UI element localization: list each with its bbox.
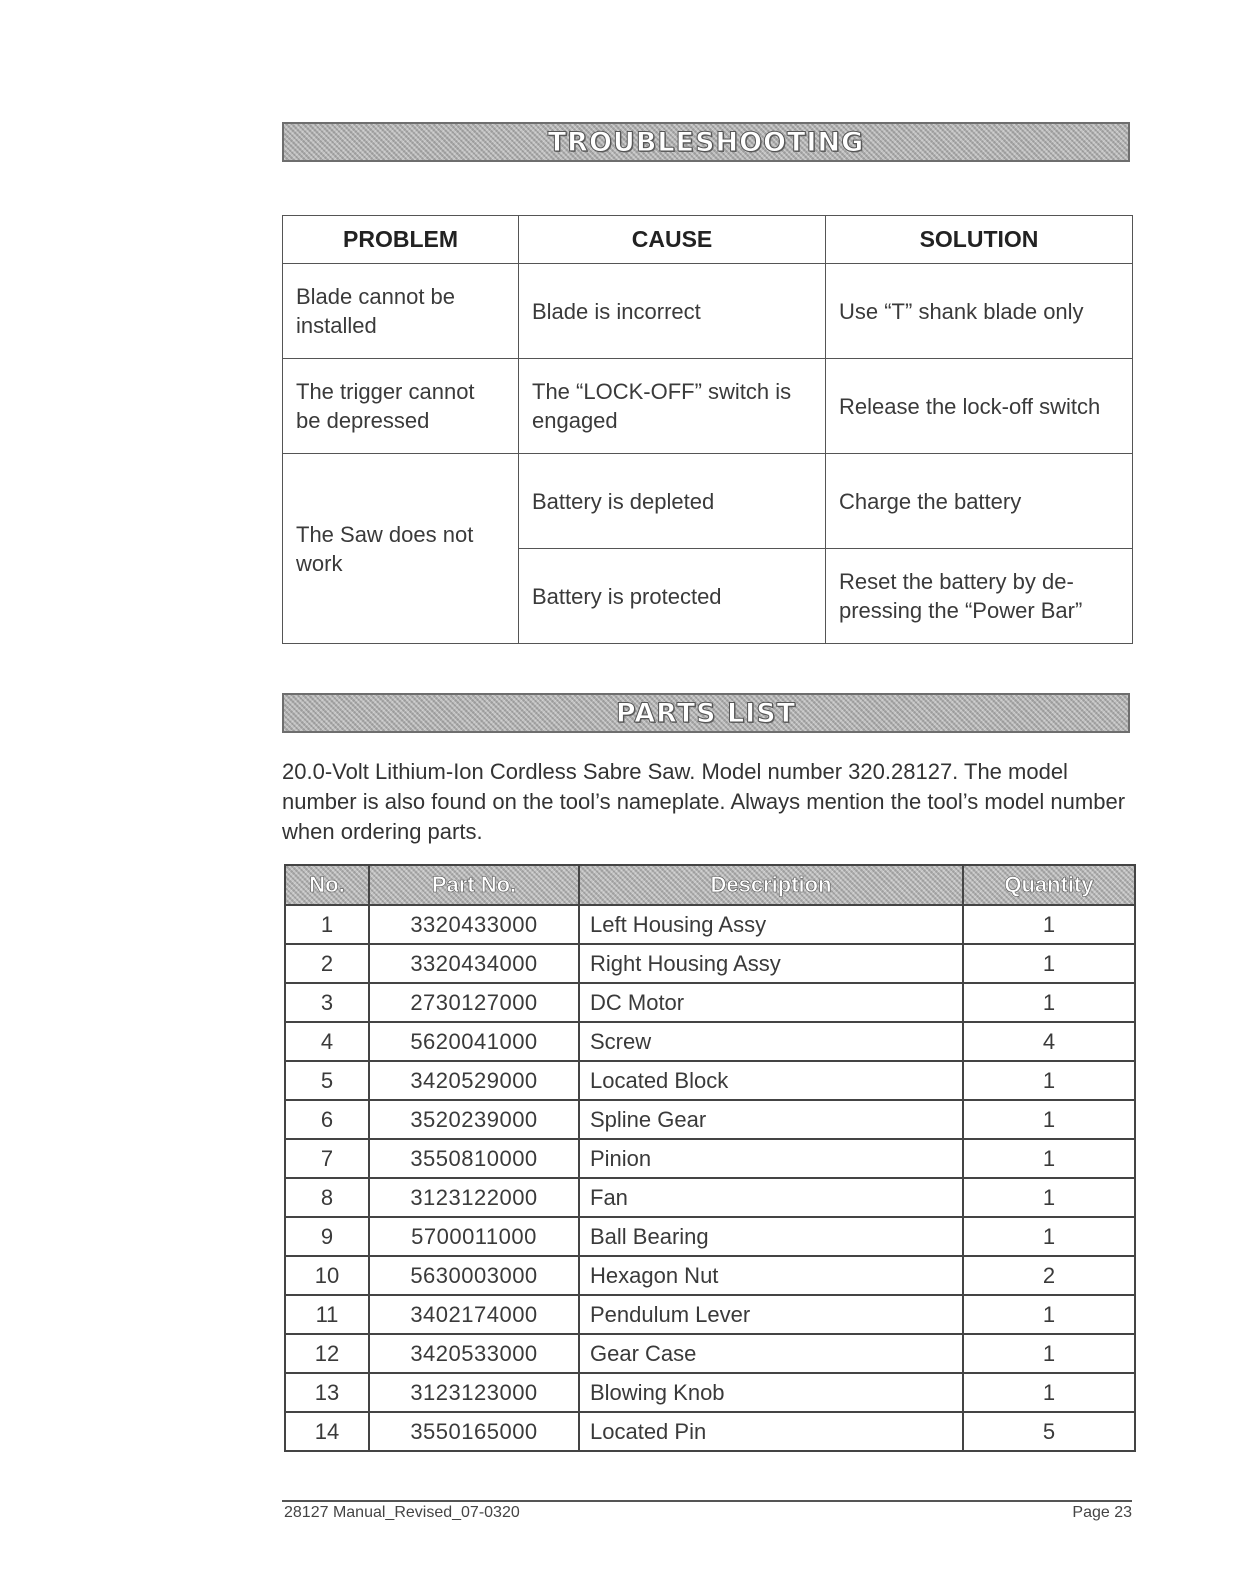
quantity-cell: 1 <box>963 1061 1135 1100</box>
no-cell: 11 <box>285 1295 369 1334</box>
quantity-cell: 1 <box>963 1139 1135 1178</box>
quantity-cell: 1 <box>963 905 1135 944</box>
part-no-cell: 5700011000 <box>369 1217 579 1256</box>
cause-cell: Battery is protected <box>519 549 826 644</box>
parts-list-title: PARTS LIST <box>615 697 797 729</box>
header-quantity: Quantity <box>963 865 1135 905</box>
header-cause: CAUSE <box>519 216 826 264</box>
quantity-cell: 1 <box>963 983 1135 1022</box>
solution-cell: Release the lock-off switch <box>826 359 1133 454</box>
table-row <box>285 1256 1135 1295</box>
table-row <box>285 1373 1135 1412</box>
quantity-cell: 4 <box>963 1022 1135 1061</box>
table-row <box>283 264 1133 359</box>
table-row <box>285 1100 1135 1139</box>
description-cell: Blowing Knob <box>579 1373 963 1412</box>
description-cell: Pendulum Lever <box>579 1295 963 1334</box>
footer-document-id: 28127 Manual_Revised_07-0320 <box>284 1504 520 1521</box>
table-row <box>285 1061 1135 1100</box>
troubleshooting-table <box>282 215 1133 644</box>
cause-cell: The “LOCK-OFF” switch is engaged <box>519 359 826 454</box>
table-row <box>285 1412 1135 1451</box>
description-cell: Screw <box>579 1022 963 1061</box>
table-row <box>285 1178 1135 1217</box>
troubleshooting-title: TROUBLESHOOTING <box>547 126 865 158</box>
quantity-cell: 1 <box>963 1178 1135 1217</box>
cause-cell: Blade is incorrect <box>519 264 826 359</box>
description-cell: Pinion <box>579 1139 963 1178</box>
header-no: No. <box>285 865 369 905</box>
solution-cell: Charge the battery <box>826 454 1133 549</box>
no-cell: 3 <box>285 983 369 1022</box>
part-no-cell: 3420533000 <box>369 1334 579 1373</box>
footer-page-number: Page 23 <box>1072 1504 1132 1521</box>
part-no-cell: 3550810000 <box>369 1139 579 1178</box>
solution-cell: Use “T” shank blade only <box>826 264 1133 359</box>
table-row <box>285 1217 1135 1256</box>
part-no-cell: 3123123000 <box>369 1373 579 1412</box>
part-no-cell: 5630003000 <box>369 1256 579 1295</box>
description-cell: Located Block <box>579 1061 963 1100</box>
parts-table <box>284 864 1136 1452</box>
no-cell: 5 <box>285 1061 369 1100</box>
no-cell: 9 <box>285 1217 369 1256</box>
header-description: Description <box>579 865 963 905</box>
footer-divider <box>282 1500 1132 1502</box>
table-row <box>283 454 1133 549</box>
table-row <box>285 905 1135 944</box>
no-cell: 13 <box>285 1373 369 1412</box>
cause-cell: Battery is depleted <box>519 454 826 549</box>
solution-cell: Reset the battery by de-pressing the “Power Bar” <box>826 549 1133 644</box>
table-row <box>285 1139 1135 1178</box>
description-cell: Fan <box>579 1178 963 1217</box>
description-cell: Gear Case <box>579 1334 963 1373</box>
table-row <box>285 1334 1135 1373</box>
quantity-cell: 5 <box>963 1412 1135 1451</box>
table-row <box>283 359 1133 454</box>
description-cell: Hexagon Nut <box>579 1256 963 1295</box>
quantity-cell: 1 <box>963 1373 1135 1412</box>
description-cell: DC Motor <box>579 983 963 1022</box>
no-cell: 4 <box>285 1022 369 1061</box>
part-no-cell: 3520239000 <box>369 1100 579 1139</box>
part-no-cell: 3402174000 <box>369 1295 579 1334</box>
description-cell: Spline Gear <box>579 1100 963 1139</box>
description-cell: Ball Bearing <box>579 1217 963 1256</box>
description-cell: Located Pin <box>579 1412 963 1451</box>
table-row <box>285 1022 1135 1061</box>
no-cell: 7 <box>285 1139 369 1178</box>
problem-cell: The Saw does not work <box>283 454 519 644</box>
description-cell: Left Housing Assy <box>579 905 963 944</box>
part-no-cell: 3420529000 <box>369 1061 579 1100</box>
header-problem: PROBLEM <box>283 216 519 264</box>
part-no-cell: 3320434000 <box>369 944 579 983</box>
part-no-cell: 2730127000 <box>369 983 579 1022</box>
table-row <box>285 944 1135 983</box>
quantity-cell: 1 <box>963 944 1135 983</box>
no-cell: 2 <box>285 944 369 983</box>
header-part-no: Part No. <box>369 865 579 905</box>
table-header-row <box>283 216 1133 264</box>
quantity-cell: 1 <box>963 1217 1135 1256</box>
no-cell: 8 <box>285 1178 369 1217</box>
table-header-row <box>285 865 1135 905</box>
quantity-cell: 1 <box>963 1334 1135 1373</box>
problem-cell: The trigger cannot be depressed <box>283 359 519 454</box>
troubleshooting-banner <box>282 122 1130 162</box>
problem-cell: Blade cannot be installed <box>283 264 519 359</box>
quantity-cell: 2 <box>963 1256 1135 1295</box>
table-row <box>285 1295 1135 1334</box>
parts-list-banner <box>282 693 1130 733</box>
header-solution: SOLUTION <box>826 216 1133 264</box>
part-no-cell: 5620041000 <box>369 1022 579 1061</box>
quantity-cell: 1 <box>963 1100 1135 1139</box>
table-row <box>285 983 1135 1022</box>
no-cell: 10 <box>285 1256 369 1295</box>
part-no-cell: 3550165000 <box>369 1412 579 1451</box>
no-cell: 6 <box>285 1100 369 1139</box>
part-no-cell: 3123122000 <box>369 1178 579 1217</box>
description-cell: Right Housing Assy <box>579 944 963 983</box>
parts-intro-text: 20.0-Volt Lithium-Ion Cordless Sabre Saw. Model number 320.28127. The model number is also found on the tool’s nameplate. Always mention the tool’s model number when ordering parts. <box>282 759 1126 844</box>
quantity-cell: 1 <box>963 1295 1135 1334</box>
no-cell: 14 <box>285 1412 369 1451</box>
no-cell: 12 <box>285 1334 369 1373</box>
no-cell: 1 <box>285 905 369 944</box>
part-no-cell: 3320433000 <box>369 905 579 944</box>
